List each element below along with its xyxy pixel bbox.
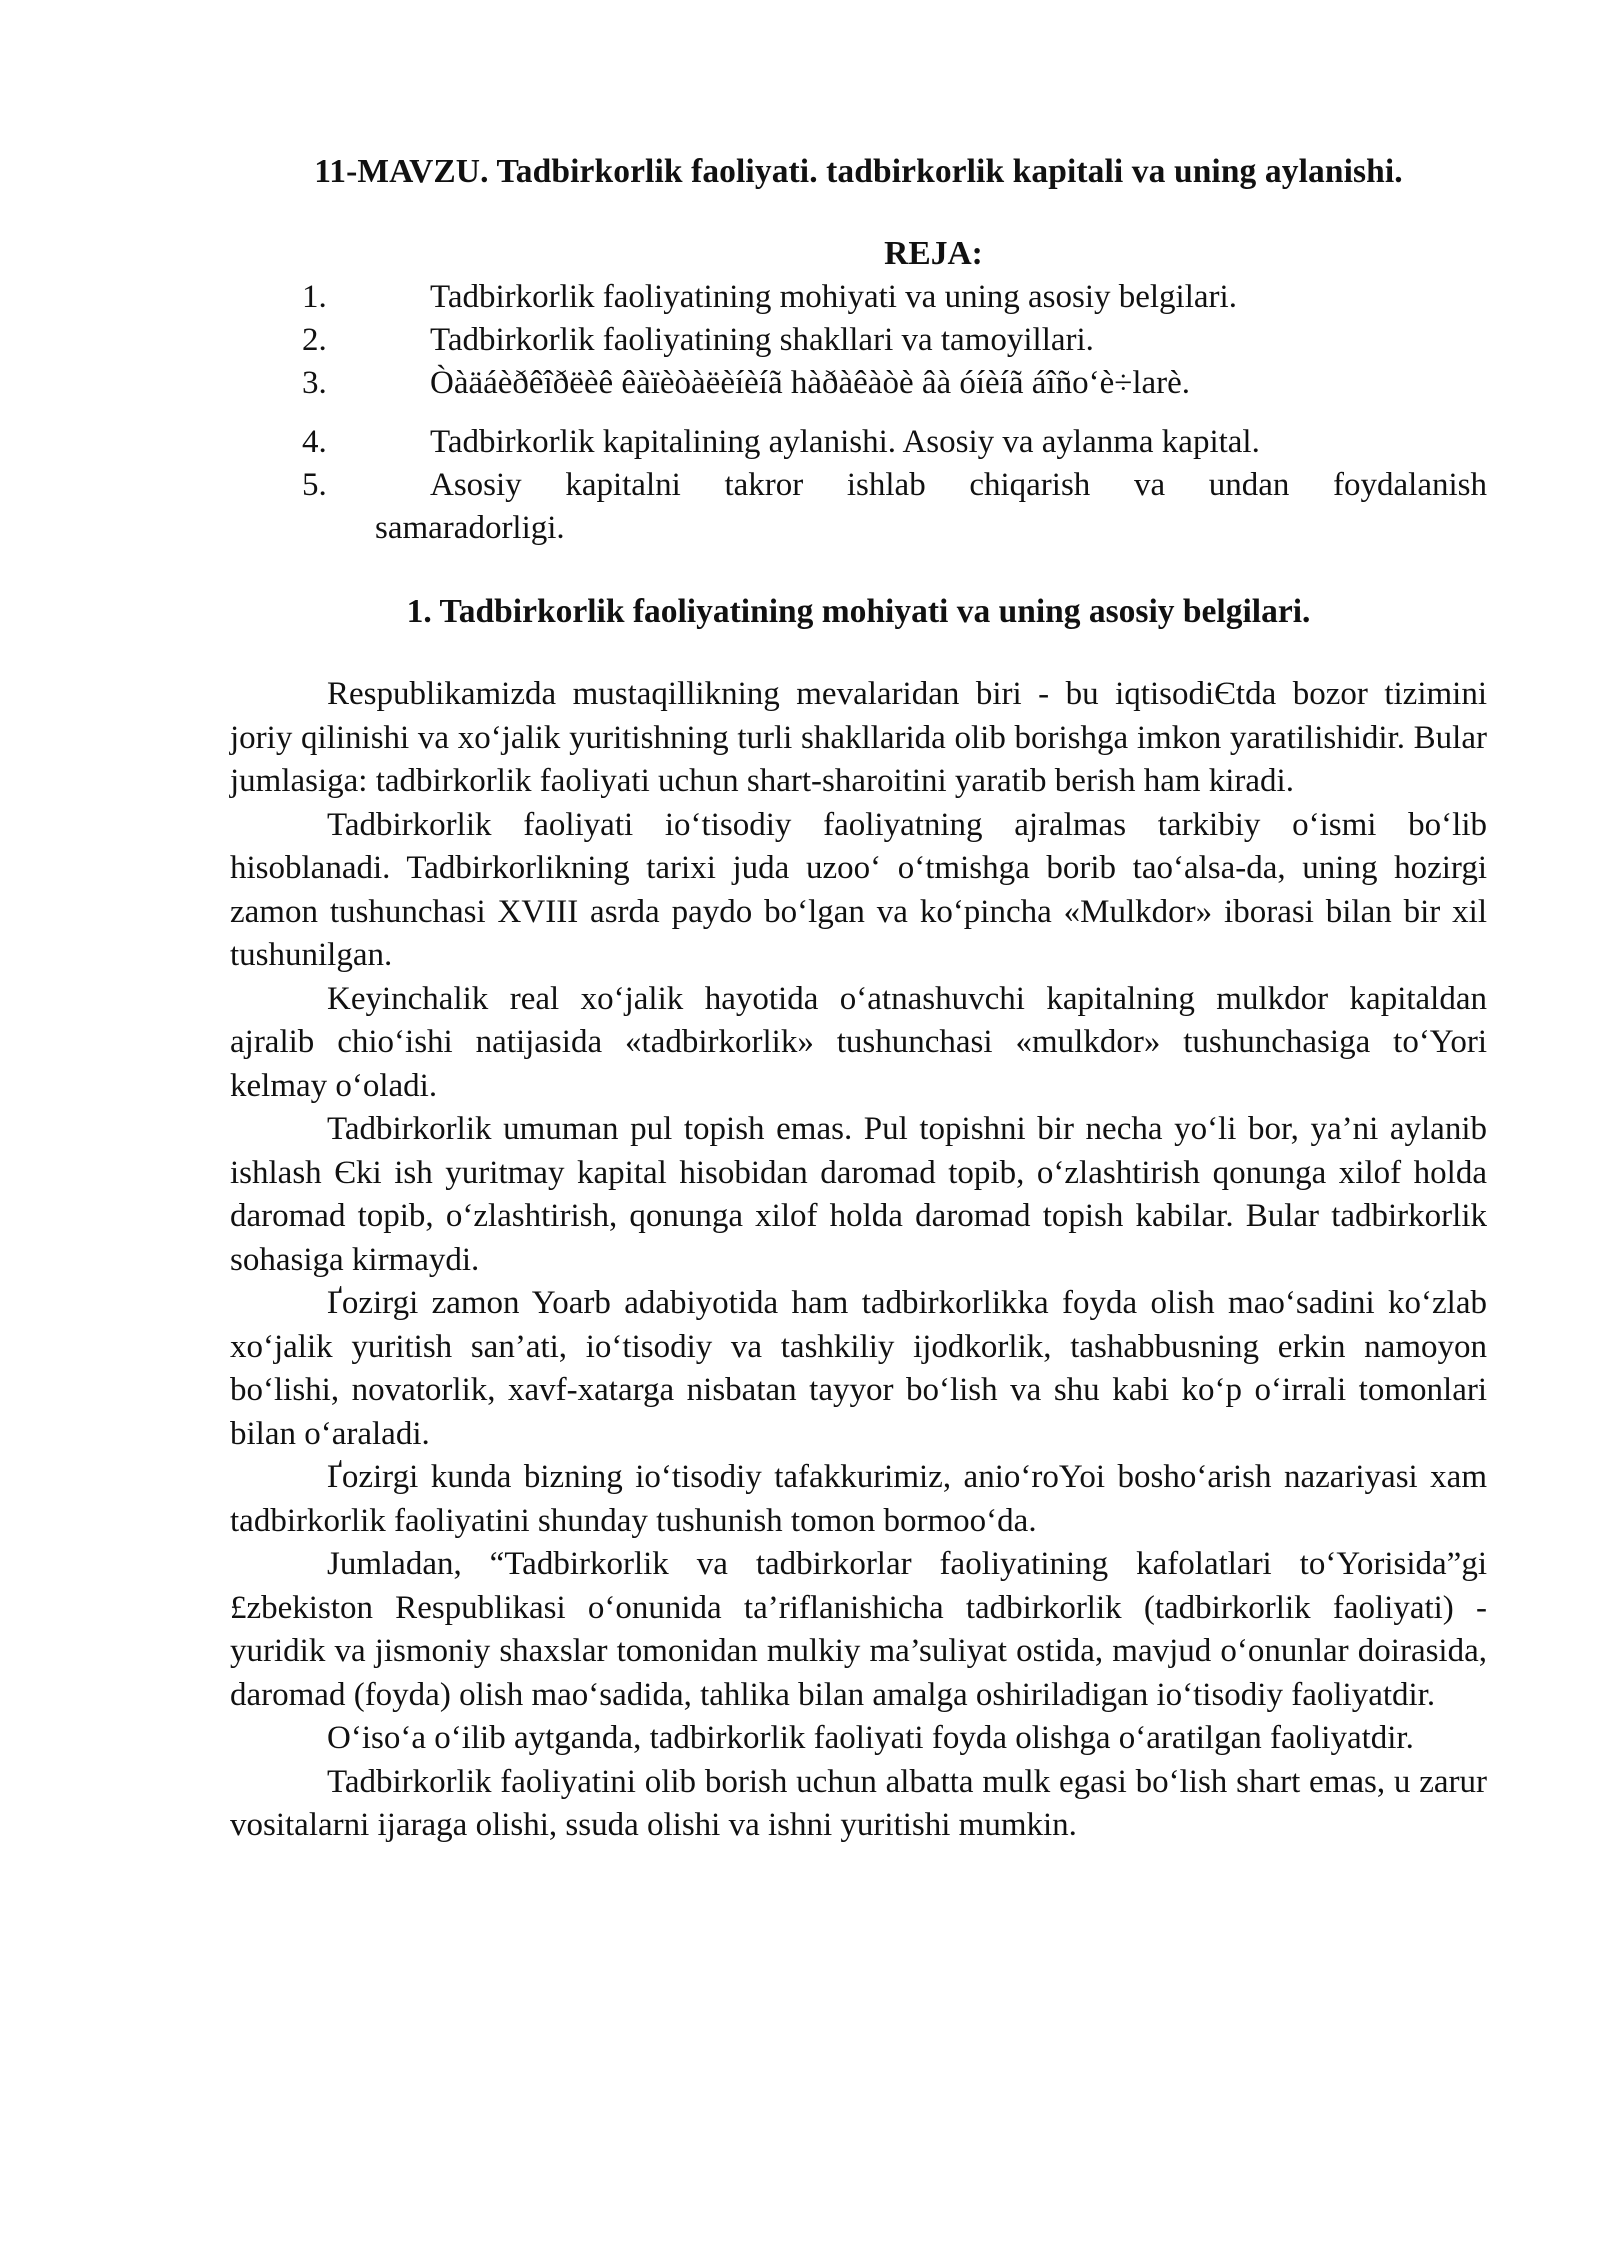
body-paragraph: Ґozirgi kunda bizning io‘tisodiy tafakkurimiz, anio‘roYoi bosho‘arish nazariyasi xam tadbirkorlik faoliyatini shunday tushunish tomon bormoo‘da. (230, 1459, 1487, 1539)
plan-item-number: 2. (302, 322, 327, 358)
section-body (230, 673, 1487, 1848)
body-paragraph: Tadbirkorlik umuman pul topish emas. Pul topishni bir necha yo‘li bor, ya’ni aylanib ishlash Єki ish yuritmay kapital hisobidan daromad topib, o‘zlashtirish qonunga xilof holda daromad topib, o‘zlashtirish, qonunga xilof holda daromad topish kabilar. Bular tadbirkorlik sohasiga kirmaydi. (230, 1111, 1487, 1278)
document-title: 11-MAVZU. Tadbirkorlik faoliyati. tadbirkorlik kapitali va uning aylanishi. (314, 153, 1403, 190)
plan-item-1 (230, 276, 1487, 319)
plan-item-text: Tadbirkorlik faoliyatining shakllari va tamoyillari. (430, 322, 1094, 358)
section-heading: 1. Tadbirkorlik faoliyatining mohiyati va uning asosiy belgilari. (406, 593, 1311, 630)
body-paragraph: Respublikamizda mustaqillikning mevalaridan biri - bu iqtisodiЄtda bozor tizimini joriy qilinishi va xo‘jalik yuritishning turli shakllarida olib borishga imkon yaratilishidir. Bular jumlasiga: tadbirkorlik faoliyati uchun shart-sharoitini yaratib berish ham kiradi. (230, 676, 1487, 799)
body-paragraph: Ґozirgi zamon Yoarb adabiyotida ham tadbirkorlikka foyda olish mao‘sadini ko‘zlab xo‘jalik yuritish san’ati, io‘tisodiy va tashkiliy ijodkorlik, tashabbusning erkin namoyon bo‘lishi, novatorlik, xavf-xatarga nisbatan tayyor bo‘lish va shu kabi ko‘p o‘irrali tomonlari bilan o‘araladi. (230, 1285, 1487, 1452)
plan-item-number: 4. (302, 424, 327, 460)
body-paragraph: Jumladan, “Tadbirkorlik va tadbirkorlar faoliyatining kafolatlari to‘Yorisida”gi £zbekiston Respublikasi o‘onunida ta’riflanishicha tadbirkorlik (tadbirkorlik faoliyati) - yuridik va jismoniy shaxslar tomonidan mulkiy ma’suliyat ostida, mavjud o‘onunlar doirasida, daromad (foyda) olish mao‘sadida, tahlika bilan amalga oshiriladigan io‘tisodiy faoliyatdir. (230, 1546, 1487, 1713)
plan-item-text: Òàäáèðêîðëèê êàïèòàëèíèíã hàðàêàòè âà óíèíã áîño‘è÷larè. (430, 365, 1191, 401)
body-paragraph: O‘iso‘a o‘ilib aytganda, tadbirkorlik faoliyati foyda olishga o‘aratilgan faoliyatdir. (327, 1720, 1414, 1756)
plan-item-4 (230, 421, 1487, 464)
plan-item-3 (230, 362, 1487, 405)
plan-item-text: Asosiy kapitalni takror ishlab chiqarish va undan foydalanish (430, 467, 1487, 503)
plan-item-number: 3. (302, 365, 327, 401)
plan-heading: REJA: (884, 235, 983, 272)
body-paragraph: Tadbirkorlik faoliyati io‘tisodiy faoliyatning ajralmas tarkibiy o‘ismi bo‘lib hisoblanadi. Tadbirkorlikning tarixi juda uzoo‘ o‘tmishga borib tao‘alsa-da, uning hozirgi zamon tushunchasi XVIII asrda paydo bo‘lgan va ko‘pincha «Mulkdor» iborasi bilan bir xil tushunilgan. (230, 806, 1487, 973)
body-paragraph: Keyinchalik real xo‘jalik hayotida o‘atnashuvchi kapitalning mulkdor kapitaldan ajralib chio‘ishi natijasida «tadbirkorlik» tushunchasi «mulkdor» tushunchasiga to‘Yori kelmay o‘oladi. (230, 980, 1487, 1104)
plan-item-number: 5. (302, 467, 327, 503)
body-paragraph: Tadbirkorlik faoliyatini olib borish uchun albatta mulk egasi bo‘lish shart emas, u zarur vositalarni ijaraga olishi, ssuda olishi va ishni yuritishi mumkin. (230, 1763, 1487, 1843)
plan-item-number: 1. (302, 279, 327, 315)
document-page (230, 150, 1487, 1848)
plan-item-2 (230, 319, 1487, 362)
plan-item-continuation: samaradorligi. (375, 510, 565, 546)
plan-item-5 (230, 464, 1487, 550)
plan-item-text: Tadbirkorlik kapitalining aylanishi. Asosiy va aylanma kapital. (430, 424, 1260, 460)
plan-list (230, 276, 1487, 550)
plan-item-text: Tadbirkorlik faoliyatining mohiyati va uning asosiy belgilari. (430, 279, 1237, 315)
